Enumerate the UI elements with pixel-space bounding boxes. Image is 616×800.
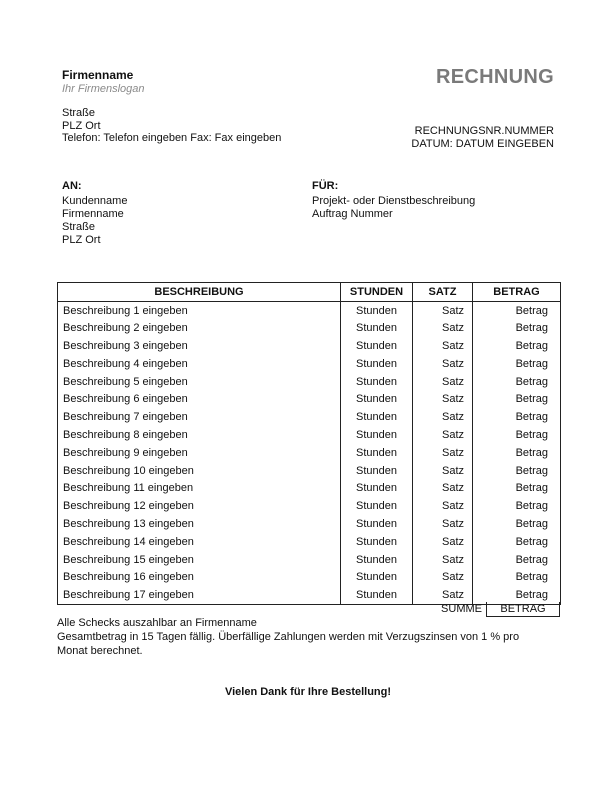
table-header-row <box>58 283 561 302</box>
row-hours: Stunden <box>341 319 413 337</box>
row-rate: Satz <box>413 515 473 533</box>
row-description: Beschreibung 2 eingeben <box>58 319 341 337</box>
row-description: Beschreibung 13 eingeben <box>58 515 341 533</box>
table-row <box>58 551 561 569</box>
row-hours: Stunden <box>341 533 413 551</box>
table-row <box>58 444 561 462</box>
col-header-hours: STUNDEN <box>341 283 413 302</box>
row-rate: Satz <box>413 390 473 408</box>
invoice-date: DATUM: DATUM EINGEBEN <box>411 138 554 150</box>
table-row <box>58 390 561 408</box>
row-description: Beschreibung 14 eingeben <box>58 533 341 551</box>
row-description: Beschreibung 17 eingeben <box>58 586 341 604</box>
row-amount: Betrag <box>473 444 561 462</box>
row-rate: Satz <box>413 586 473 604</box>
row-amount: Betrag <box>473 586 561 604</box>
row-rate: Satz <box>413 462 473 480</box>
row-amount: Betrag <box>473 497 561 515</box>
table-row <box>58 568 561 586</box>
row-amount: Betrag <box>473 533 561 551</box>
total-value: BETRAG <box>486 602 560 617</box>
to-line: Kundenname <box>62 195 128 207</box>
company-contact: Telefon: Telefon eingeben Fax: Fax eingeben <box>62 132 282 144</box>
row-hours: Stunden <box>341 337 413 355</box>
row-amount: Betrag <box>473 479 561 497</box>
row-amount: Betrag <box>473 373 561 391</box>
payment-terms-cont: Monat berechnet. <box>57 645 143 657</box>
company-city: PLZ Ort <box>62 120 101 132</box>
table-row <box>58 426 561 444</box>
row-rate: Satz <box>413 479 473 497</box>
row-rate: Satz <box>413 426 473 444</box>
row-hours: Stunden <box>341 390 413 408</box>
row-description: Beschreibung 8 eingeben <box>58 426 341 444</box>
to-line: Firmenname <box>62 208 124 220</box>
row-description: Beschreibung 6 eingeben <box>58 390 341 408</box>
row-amount: Betrag <box>473 337 561 355</box>
row-amount: Betrag <box>473 390 561 408</box>
row-description: Beschreibung 10 eingeben <box>58 462 341 480</box>
row-amount: Betrag <box>473 568 561 586</box>
row-description: Beschreibung 12 eingeben <box>58 497 341 515</box>
row-hours: Stunden <box>341 355 413 373</box>
row-rate: Satz <box>413 568 473 586</box>
company-name: Firmenname <box>62 68 134 82</box>
row-description: Beschreibung 9 eingeben <box>58 444 341 462</box>
thank-you-note: Vielen Dank für Ihre Bestellung! <box>224 686 392 698</box>
row-description: Beschreibung 1 eingeben <box>58 302 341 320</box>
table-row <box>58 302 561 320</box>
row-rate: Satz <box>413 551 473 569</box>
row-description: Beschreibung 5 eingeben <box>58 373 341 391</box>
for-block <box>312 180 475 220</box>
col-header-amount: BETRAG <box>473 283 561 302</box>
row-rate: Satz <box>413 319 473 337</box>
row-amount: Betrag <box>473 408 561 426</box>
row-hours: Stunden <box>341 373 413 391</box>
row-amount: Betrag <box>473 551 561 569</box>
table-row <box>58 408 561 426</box>
company-slogan: Ihr Firmenslogan <box>62 83 145 95</box>
row-description: Beschreibung 7 eingeben <box>58 408 341 426</box>
row-amount: Betrag <box>473 355 561 373</box>
row-description: Beschreibung 16 eingeben <box>58 568 341 586</box>
row-description: Beschreibung 15 eingeben <box>58 551 341 569</box>
table-row <box>58 319 561 337</box>
for-line: Auftrag Nummer <box>312 208 393 220</box>
row-amount: Betrag <box>473 462 561 480</box>
table-row <box>58 355 561 373</box>
to-line: Straße <box>62 221 96 233</box>
table-row <box>58 515 561 533</box>
col-header-rate: SATZ <box>413 283 473 302</box>
row-hours: Stunden <box>341 515 413 533</box>
row-rate: Satz <box>413 355 473 373</box>
row-description: Beschreibung 4 eingeben <box>58 355 341 373</box>
row-rate: Satz <box>413 533 473 551</box>
row-hours: Stunden <box>341 497 413 515</box>
col-header-description: BESCHREIBUNG <box>58 283 341 302</box>
row-description: Beschreibung 3 eingeben <box>58 337 341 355</box>
table-row <box>58 533 561 551</box>
for-label: FÜR: <box>312 180 339 192</box>
to-label: AN: <box>62 180 82 192</box>
invoice-number: RECHNUNGSNR.NUMMER <box>414 125 554 137</box>
to-line: PLZ Ort <box>62 234 101 246</box>
row-hours: Stunden <box>341 426 413 444</box>
row-rate: Satz <box>413 497 473 515</box>
row-rate: Satz <box>413 373 473 391</box>
row-hours: Stunden <box>341 586 413 604</box>
table-row <box>58 337 561 355</box>
payment-terms: Gesamtbetrag in 15 Tagen fällig. Überfällige Zahlungen werden mit Verzugszinsen von 1 % pro <box>57 631 520 643</box>
company-street: Straße <box>62 107 96 119</box>
row-rate: Satz <box>413 444 473 462</box>
total-label: SUMME <box>441 603 482 615</box>
table-row <box>58 497 561 515</box>
table-row <box>58 462 561 480</box>
row-hours: Stunden <box>341 551 413 569</box>
row-rate: Satz <box>413 302 473 320</box>
table-row <box>58 373 561 391</box>
row-hours: Stunden <box>341 408 413 426</box>
row-amount: Betrag <box>473 515 561 533</box>
row-hours: Stunden <box>341 444 413 462</box>
row-amount: Betrag <box>473 319 561 337</box>
items-table <box>57 282 561 605</box>
row-hours: Stunden <box>341 479 413 497</box>
row-rate: Satz <box>413 408 473 426</box>
row-amount: Betrag <box>473 426 561 444</box>
row-hours: Stunden <box>341 462 413 480</box>
document-title: RECHNUNG <box>436 66 554 88</box>
for-line: Projekt- oder Dienstbeschreibung <box>312 195 476 207</box>
row-description: Beschreibung 11 eingeben <box>58 479 341 497</box>
table-row <box>58 479 561 497</box>
row-hours: Stunden <box>341 568 413 586</box>
to-block <box>62 180 127 246</box>
row-hours: Stunden <box>341 302 413 320</box>
row-amount: Betrag <box>473 302 561 320</box>
table-body <box>58 302 561 605</box>
checks-note: Alle Schecks auszahlbar an Firmenname <box>57 617 257 629</box>
row-rate: Satz <box>413 337 473 355</box>
